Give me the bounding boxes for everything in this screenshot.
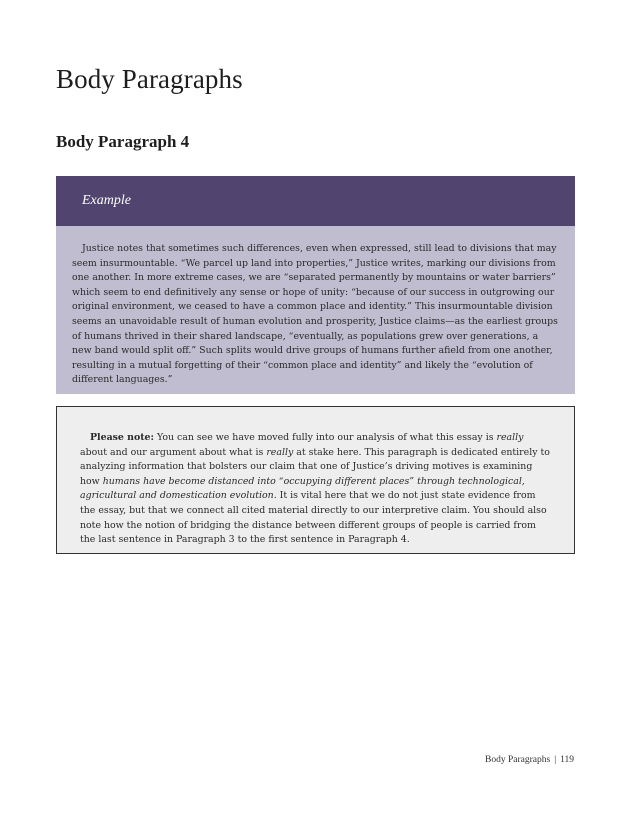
- note-text-2: about and our argument about what is: [80, 446, 267, 458]
- example-paragraph: Justice notes that sometimes such differences, even when expressed, still lead to divisions that may seem insurmountable. “We parcel up land into properties,” Justice writes, marking our divisions from one another. In more extreme cases, we are “separated permanently by mountains or water barriers” which seem to end definitively any sense or hope of unity: “because of our success in outgrowing our original environment, we ceased to have a common place and identity.” This insurmountable division seems an unavoidable result of human evolution and prosperity, Justice claims—as the earliest groups of humans thrived in their shared landscape, “eventually, as populations grew over generations, a new band would split off.” Such splits would drive groups of humans further afield from one another, resulting in a mutual forgetting of their “common place and identity” and likely the “evolution of different languages.”: [72, 243, 558, 386]
- note-box: [56, 406, 575, 554]
- section-heading: Body Paragraph 4: [56, 132, 190, 151]
- chapter-title: Body Paragraphs: [56, 64, 243, 94]
- footer-separator: |: [554, 755, 557, 765]
- example-header: [56, 176, 575, 226]
- note-emphasis-2: really: [266, 446, 294, 458]
- note-text-4: It is vital here that we do not just state evidence from the essay, but that we connect all cited material directly to our interpretive claim. You should also note how the notion of bridging the distance between different groups of people is carried from the last sentence in Paragraph 3 to the first sentence in Paragraph 4.: [80, 490, 547, 546]
- example-label: Example: [82, 193, 131, 208]
- note-text-1: You can see we have moved fully into our analysis of what this essay is: [153, 432, 497, 443]
- note-emphasis-3: humans have become distanced into “occupying different places” through technological, agricultural and domestication evolution.: [80, 475, 525, 502]
- page-number: 119: [560, 755, 574, 765]
- note-label: Please note:: [90, 432, 154, 443]
- example-box: [56, 176, 575, 394]
- note-text-3: at stake here. This paragraph is dedicated entirely to analyzing information that bolsters our claim that one of Justice’s driving motives is examining how: [80, 446, 550, 487]
- note-emphasis-1: really: [496, 432, 524, 443]
- note-paragraph: [80, 431, 550, 548]
- page-footer: [485, 755, 574, 765]
- footer-running-title: Body Paragraphs: [485, 755, 551, 765]
